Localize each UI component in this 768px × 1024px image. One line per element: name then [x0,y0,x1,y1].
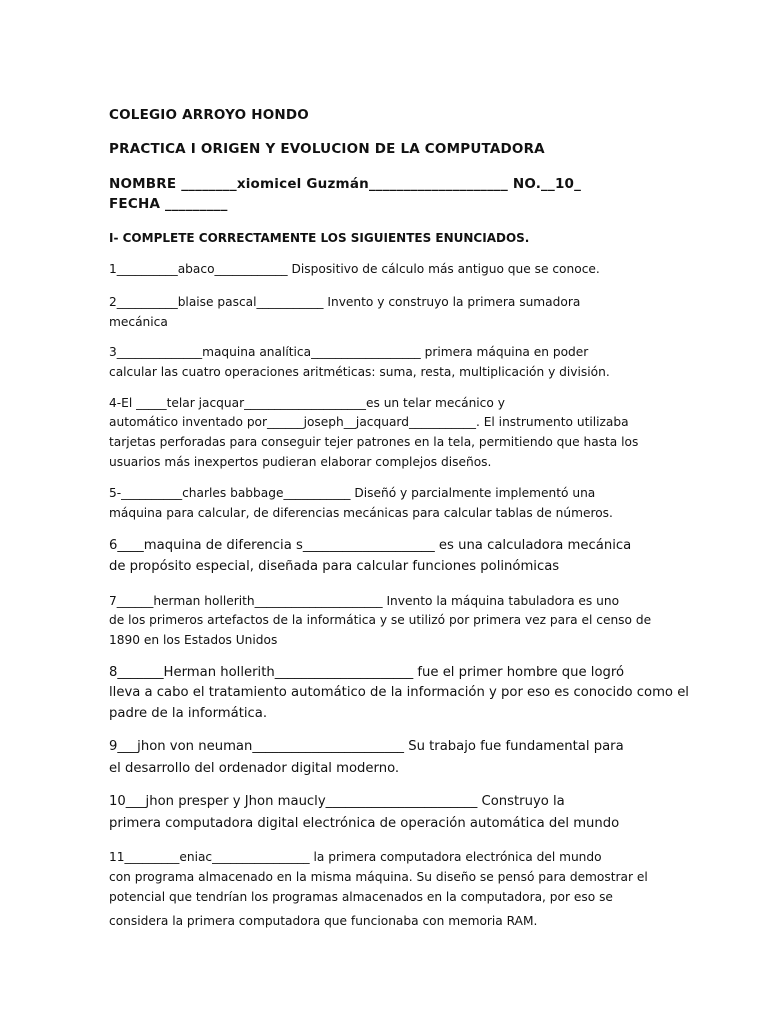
item-3-line-1: 3______________maquina analítica__________________ primera máquina en poder [109,345,589,359]
item-10-line-1: 10___jhon presper y Jhon maucly_______________________ Construyo la [109,794,565,809]
item-10-line-2: primera computadora digital electrónica de operación automática del mundo [109,816,620,831]
item-8-line-1: 8_______Herman hollerith_____________________ fue el primer hombre que logró [109,665,625,680]
item-9-line-2: el desarrollo del ordenador digital moderno. [109,761,400,776]
item-4-line-2: automático inventado por______joseph__jacquard___________. El instrumento utilizaba [109,415,629,429]
item-3-line-2: calcular las cuatro operaciones aritméticas: suma, resta, multiplicación y división. [109,365,610,379]
item-2-line-1: 2__________blaise pascal___________ Invento y construyo la primera sumadora [109,295,581,309]
item-11-line-1: 11_________eniac________________ la primera computadora electrónica del mundo [109,850,602,864]
item-4-line-3: tarjetas perforadas para conseguir tejer patrones en la tela, permitiendo que hasta los [109,435,639,449]
item-4-line-4: usuarios más inexpertos pudieran elaborar complejos diseños. [109,455,492,469]
item-8-line-3: padre de la informática. [109,706,268,721]
item-7-line-3: 1890 en los Estados Unidos [109,633,278,647]
item-5-line-1: 5-__________charles babbage___________ Diseñó y parcialmente implementó una [109,486,596,500]
item-9-line-1: 9___jhon von neuman_______________________ Su trabajo fue fundamental para [109,739,624,754]
name-line: NOMBRE ________xiomicel Guzmán____________________ NO.__10_ [109,176,582,192]
date-line: FECHA _________ [109,196,228,212]
practice-title: PRACTICA I ORIGEN Y EVOLUCION DE LA COMPUTADORA [109,141,545,157]
item-7-line-2: de los primeros artefactos de la informática y se utilizó por primera vez para el censo de [109,613,652,627]
item-11-line-3: potencial que tendrían los programas almacenados en la computadora, por eso se [109,890,613,904]
school-title: COLEGIO ARROYO HONDO [109,107,309,123]
item-5-line-2: máquina para calcular, de diferencias mecánicas para calcular tablas de números. [109,506,613,520]
section-title: I- COMPLETE CORRECTAMENTE LOS SIGUIENTES ENUNCIADOS. [109,231,530,245]
item-2-line-2: mecánica [109,315,168,329]
item-11-line-2: con programa almacenado en la misma máquina. Su diseño se pensó para demostrar el [109,870,648,884]
item-6-line-2: de propósito especial, diseñada para calcular funciones polinómicas [109,559,560,574]
item-1-line-1: 1__________abaco____________ Dispositivo de cálculo más antiguo que se conoce. [109,262,600,276]
item-4-line-1: 4-El _____telar jacquar____________________es un telar mecánico y [109,396,505,410]
item-11-line-4: considera la primera computadora que funcionaba con memoria RAM. [109,914,538,928]
item-8-line-2: lleva a cabo el tratamiento automático de la información y por eso es conocido como el [109,685,689,700]
item-6-line-1: 6____maquina de diferencia s____________________ es una calculadora mecánica [109,538,632,553]
item-7-line-1: 7______herman hollerith_____________________ Invento la máquina tabuladora es uno [109,594,620,608]
